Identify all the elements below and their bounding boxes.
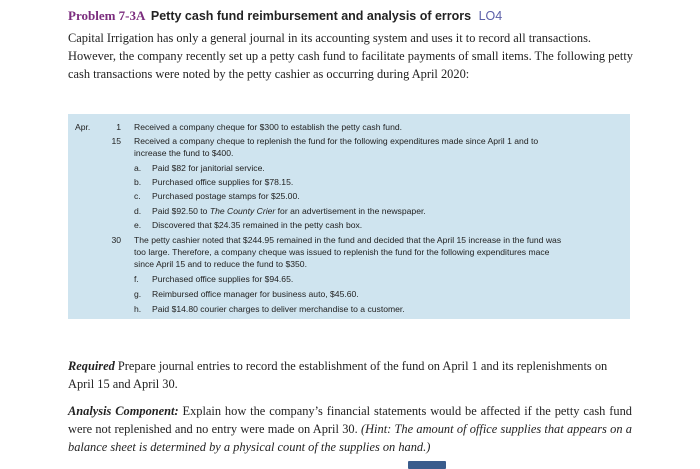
month-label: Apr. <box>75 122 91 132</box>
figure-thumbnail <box>408 461 446 469</box>
problem-number: Problem 7-3A <box>68 8 146 23</box>
transaction-text: increase the fund to $400. <box>134 148 234 158</box>
learning-objective-link[interactable]: LO4 <box>478 9 503 23</box>
item-text: Paid $82 for janitorial service. <box>152 163 265 173</box>
transaction-text: since April 15 and to reduce the fund to $350. <box>134 259 307 269</box>
transactions-box <box>68 114 630 319</box>
day-label: 15 <box>111 136 121 146</box>
item-letter: h. <box>134 304 142 314</box>
item-text-part: Paid $92.50 to <box>152 206 210 216</box>
item-letter: a. <box>134 163 142 173</box>
transaction-text: Received a company cheque to replenish the fund for the following expenditures made since April 1 and to <box>134 136 539 146</box>
problem-intro: Capital Irrigation has only a general journal in its accounting system and uses it to record all transactions. However, the company recently set up a petty cash fund to facilitate payments of small items. The following petty cash transactions were noted by the petty cashier as occurring during April 2020: <box>68 31 633 81</box>
item-letter: g. <box>134 289 142 299</box>
transaction-text: The petty cashier noted that $244.95 remained in the fund and decided that the April 15 increase in the fund was <box>134 235 562 245</box>
analysis-paragraph <box>68 402 632 456</box>
analysis-label: Analysis Component: <box>68 404 179 418</box>
item-text: Purchased office supplies for $78.15. <box>152 177 294 187</box>
item-text: Purchased office supplies for $94.65. <box>152 274 294 284</box>
item-letter: d. <box>134 206 142 216</box>
problem-heading <box>68 8 502 24</box>
day-label: 1 <box>116 122 121 132</box>
item-text-part: for an advertisement in the newspaper. <box>275 206 426 216</box>
item-text: Discovered that $24.35 remained in the petty cash box. <box>152 220 363 230</box>
item-text: Reimbursed office manager for business auto, $45.60. <box>152 289 359 299</box>
item-letter: b. <box>134 177 142 187</box>
newspaper-name: The County Crier <box>209 206 276 216</box>
analysis-hint: (Hint: The amount of office supplies that appears on a balance sheet is determined by a physical count of the supplies on hand.) <box>68 422 633 454</box>
analysis-text: Explain how the company’s financial statements would be affected if the petty cash fund were not replenished and no entry were made on April 30. <box>68 404 632 436</box>
item-letter: c. <box>134 191 141 201</box>
item-letter: f. <box>134 274 139 284</box>
required-text: Prepare journal entries to record the establishment of the fund on April 1 and its replenishments on April 15 and April 30. <box>68 359 608 391</box>
transaction-text: too large. Therefore, a company cheque was issued to replenish the fund for the following expenditures mace <box>134 247 550 257</box>
day-label: 30 <box>111 235 121 245</box>
item-text: Paid $14.80 courier charges to deliver merchandise to a customer. <box>152 304 405 314</box>
problem-title: Petty cash fund reimbursement and analysis of errors <box>150 9 472 23</box>
item-letter: e. <box>134 220 142 230</box>
item-text <box>152 206 426 217</box>
item-text: Purchased postage stamps for $25.00. <box>152 191 300 201</box>
required-label: Required <box>68 359 115 373</box>
required-paragraph <box>68 357 632 393</box>
transaction-text: Received a company cheque for $300 to establish the petty cash fund. <box>134 122 403 132</box>
